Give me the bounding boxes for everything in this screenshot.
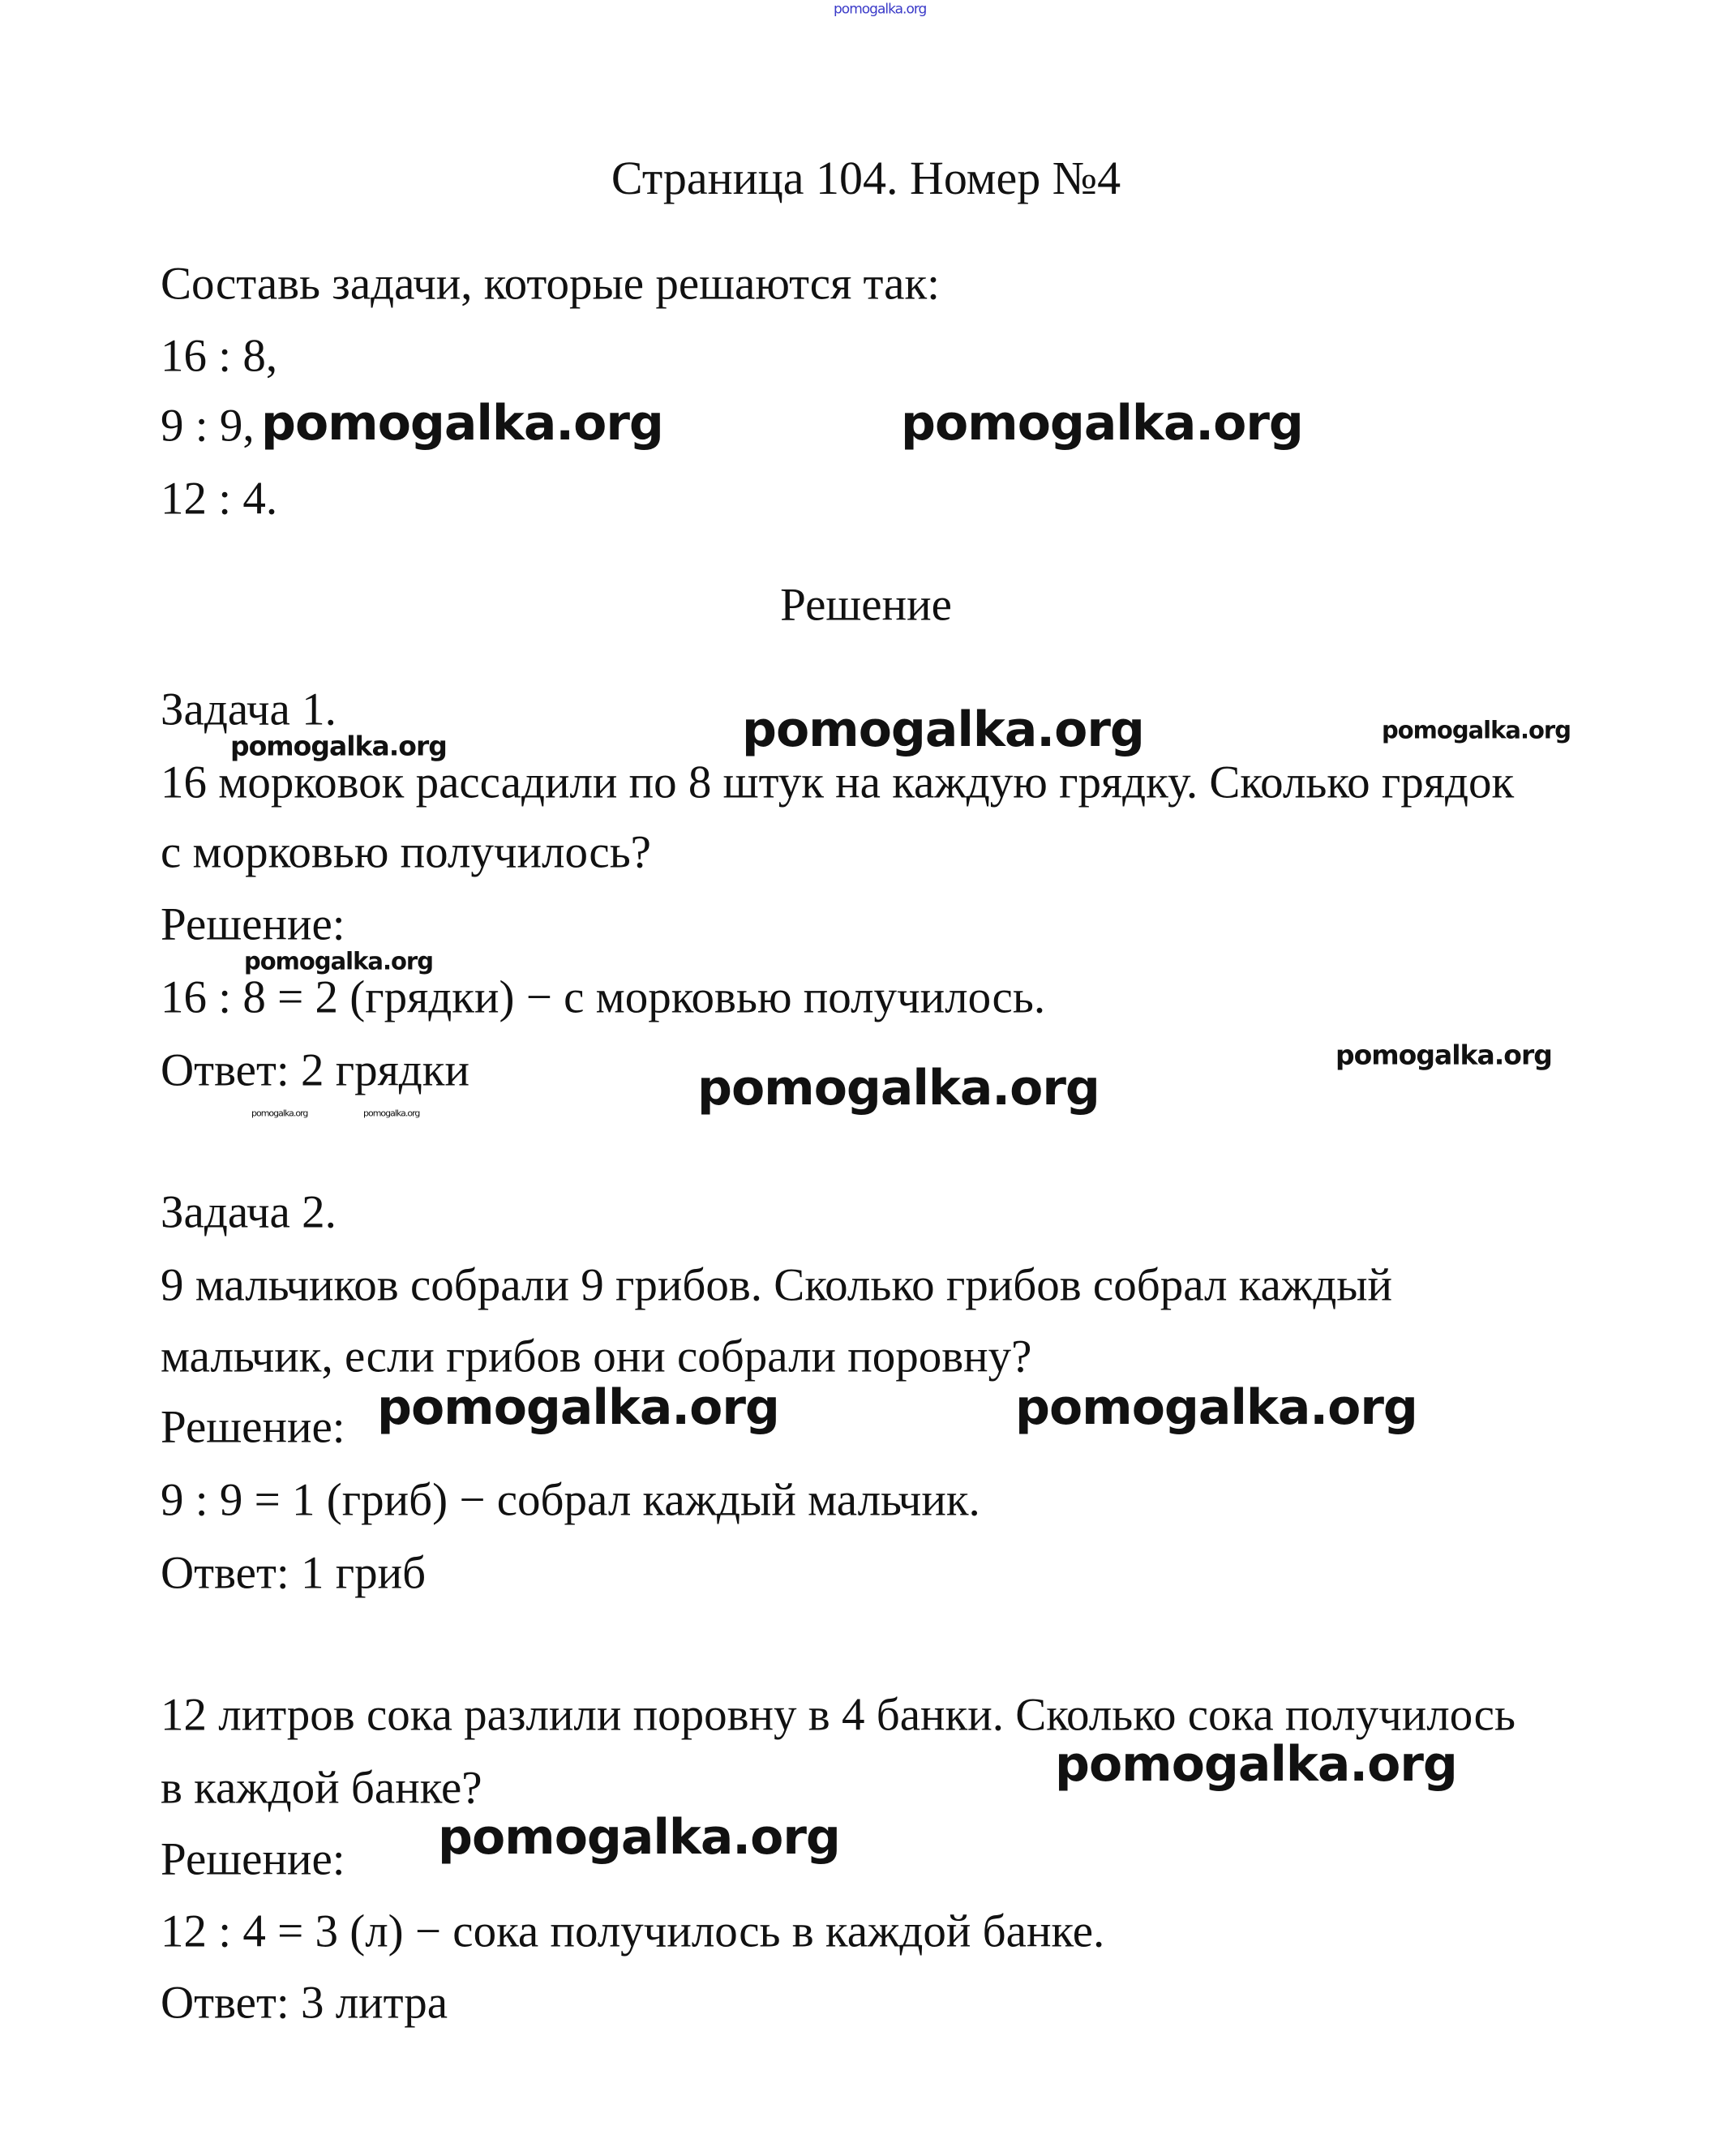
watermark: pomogalka.org xyxy=(261,395,663,452)
task-prompt: Составь задачи, которые решаются так: xyxy=(161,258,940,310)
watermark: pomogalka.org xyxy=(244,947,433,975)
watermark: pomogalka.org xyxy=(697,1060,1100,1117)
calculation: 12 : 4 = 3 (л) − сока получилось в каждой банке. xyxy=(161,1905,1105,1957)
problem-heading: Задача 1. xyxy=(161,684,337,735)
watermark: pomogalka.org xyxy=(251,1108,308,1119)
answer: Ответ: 2 грядки xyxy=(161,1044,469,1096)
problem-text: в каждой банке? xyxy=(161,1762,482,1814)
watermark: pomogalka.org xyxy=(1335,1039,1552,1071)
solution-label: Решение: xyxy=(161,898,345,950)
expression: 9 : 9, xyxy=(161,400,255,452)
solution-heading: Решение xyxy=(780,579,952,631)
answer: Ответ: 1 гриб xyxy=(161,1547,427,1599)
watermark: pomogalka.org xyxy=(1015,1379,1417,1436)
answer: Ответ: 3 литра xyxy=(161,1977,448,2029)
solution-label: Решение: xyxy=(161,1833,345,1885)
calculation: 9 : 9 = 1 (гриб) − собрал каждый мальчик. xyxy=(161,1474,980,1526)
watermark: pomogalka.org xyxy=(377,1379,779,1436)
expression: 16 : 8, xyxy=(161,330,278,382)
problem-heading: Задача 2. xyxy=(161,1186,337,1238)
problem-text: 12 литров сока разлили поровну в 4 банки. Сколько сока получилось xyxy=(161,1689,1516,1741)
watermark: pomogalka.org xyxy=(230,730,447,762)
calculation: 16 : 8 = 2 (грядки) − с морковью получилось. xyxy=(161,971,1046,1023)
watermark: pomogalka.org xyxy=(901,395,1303,452)
problem-text: с морковью получилось? xyxy=(161,826,651,878)
header-watermark: pomogalka.org xyxy=(834,1,927,18)
problem-text: мальчик, если грибов они собрали поровну? xyxy=(161,1331,1032,1382)
problem-text: 16 морковок рассадили по 8 штук на каждую грядку. Сколько грядок xyxy=(161,757,1515,808)
watermark: pomogalka.org xyxy=(742,701,1144,758)
watermark: pomogalka.org xyxy=(438,1809,840,1866)
page-title: Страница 104. Номер №4 xyxy=(611,152,1121,204)
watermark: pomogalka.org xyxy=(1382,716,1571,744)
watermark: pomogalka.org xyxy=(1055,1736,1457,1793)
solution-label: Решение: xyxy=(161,1401,345,1453)
watermark: pomogalka.org xyxy=(363,1108,420,1119)
expression: 12 : 4. xyxy=(161,473,278,525)
problem-text: 9 мальчиков собрали 9 грибов. Сколько грибов собрал каждый xyxy=(161,1259,1393,1311)
